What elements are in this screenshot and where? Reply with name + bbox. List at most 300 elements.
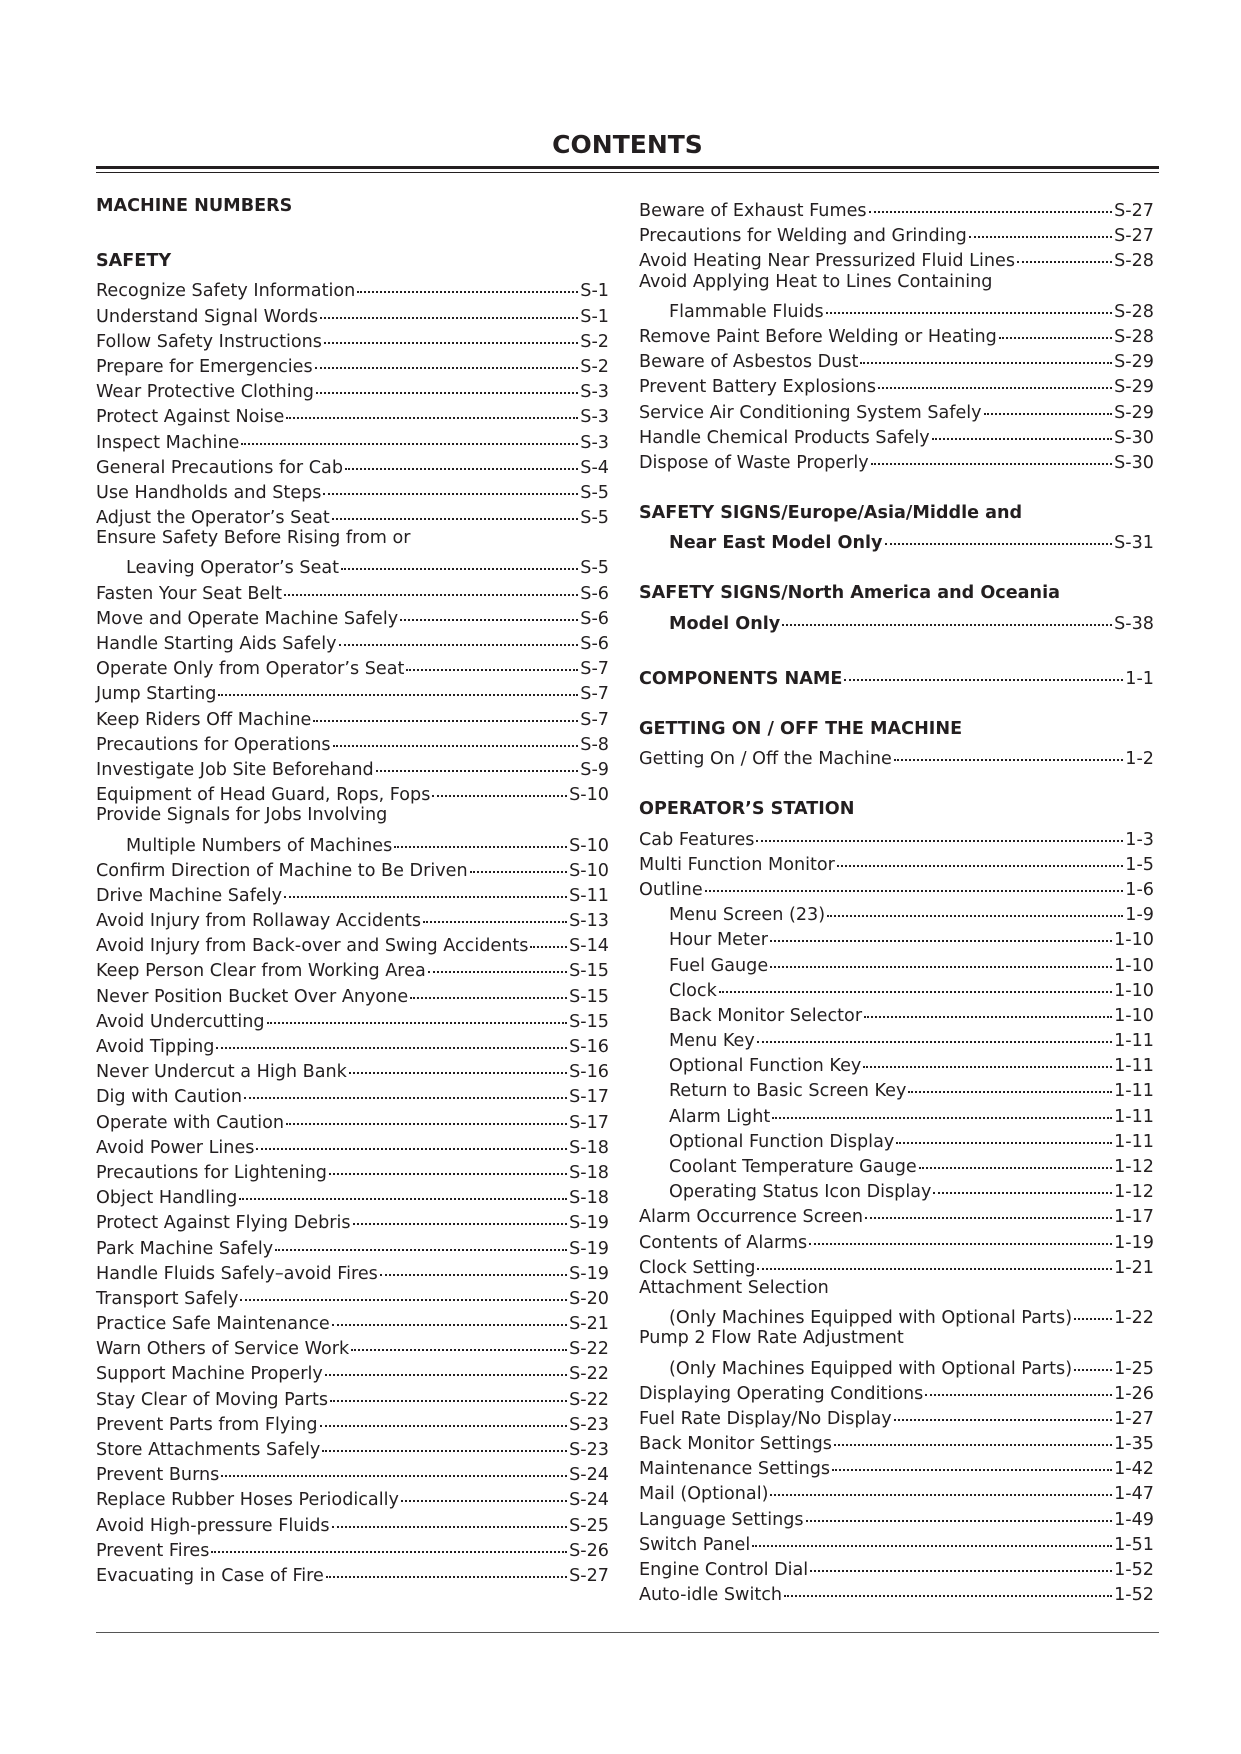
- toc-entry[interactable]: [639, 1301, 1154, 1329]
- toc-entry-title: Avoid High-pressure Fluids: [96, 1515, 330, 1536]
- toc-entry-title: Operate Only from Operator’s Seat: [96, 659, 405, 680]
- dot-leader: [837, 845, 1123, 867]
- dot-leader: [871, 443, 1112, 465]
- toc-entry-page: S-27: [569, 1565, 609, 1586]
- dot-leader: [332, 498, 578, 520]
- toc-entry-title: Recognize Safety Information: [96, 281, 356, 302]
- toc-entry-page: S-3: [580, 432, 609, 453]
- dot-leader: [719, 971, 1112, 993]
- toc-entry-title: Displaying Operating Conditions: [639, 1383, 924, 1404]
- toc-entry-title: Coolant Temperature Gauge: [669, 1157, 917, 1177]
- dot-leader: [394, 826, 567, 848]
- toc-entry-page: S-10: [569, 785, 609, 806]
- dot-leader: [244, 1077, 567, 1099]
- toc-entry-page: 1-47: [1114, 1484, 1154, 1505]
- toc-entry-title: Contents of Alarms: [639, 1232, 808, 1253]
- toc-entry-page: 1-22: [1114, 1308, 1154, 1329]
- dot-leader: [320, 1405, 568, 1427]
- toc-entry-page: S-18: [569, 1162, 609, 1183]
- toc-entry-title: Inspect Machine: [96, 432, 240, 453]
- toc-entry-page: 1-49: [1114, 1509, 1154, 1530]
- toc-entry-title: Store Attachments Safely: [96, 1440, 321, 1460]
- toc-entry-page: S-28: [1114, 326, 1154, 347]
- toc-entry-title: Menu Key: [669, 1031, 755, 1052]
- dot-leader: [809, 1223, 1112, 1245]
- dot-leader: [969, 216, 1112, 238]
- toc-entry-title: Never Position Bucket Over Anyone: [96, 986, 409, 1007]
- dot-leader: [330, 1380, 567, 1402]
- toc-entry-title: Mail (Optional): [639, 1484, 769, 1505]
- toc-entry-page: S-24: [569, 1465, 609, 1486]
- dot-leader: [216, 1027, 567, 1049]
- toc-entry-page: 1-12: [1114, 1182, 1154, 1203]
- toc-entry-title: Clock Setting: [639, 1257, 756, 1278]
- dot-leader: [894, 739, 1123, 761]
- toc-entry-page: S-15: [569, 1011, 609, 1032]
- toc-entry-title: Adjust the Operator’s Seat: [96, 508, 330, 529]
- dot-leader: [267, 1002, 568, 1024]
- dot-leader: [341, 548, 578, 570]
- dot-leader: [239, 1178, 567, 1200]
- toc-entry-title: Wear Protective Clothing: [96, 382, 314, 403]
- toc-entry-page: S-5: [580, 482, 609, 503]
- dot-leader: [772, 1097, 1112, 1119]
- toc-entry-components-name[interactable]: [639, 662, 1154, 687]
- toc-entry-page: S-6: [580, 608, 609, 629]
- toc-entry-page: S-7: [580, 684, 609, 705]
- toc-entry-title: Object Handling: [96, 1188, 238, 1209]
- dot-leader: [256, 1128, 567, 1150]
- dot-leader: [275, 1229, 567, 1251]
- toc-entry-page: S-22: [569, 1339, 609, 1360]
- dot-leader: [410, 977, 567, 999]
- toc-entry-page: S-25: [569, 1515, 609, 1536]
- dot-leader: [351, 1329, 567, 1351]
- dot-leader: [339, 624, 579, 646]
- toc-entry-title: Switch Panel: [639, 1534, 751, 1555]
- dot-leader: [784, 1575, 1112, 1597]
- toc-entry-page: S-20: [569, 1288, 609, 1309]
- toc-entry-page: S-26: [569, 1540, 609, 1561]
- title-rule: [96, 166, 1159, 169]
- toc-entry-title: Investigate Job Site Beforehand: [96, 759, 374, 780]
- toc-entry-title: Optional Function Key: [669, 1056, 862, 1077]
- toc-entry-title: Warn Others of Service Work: [96, 1339, 350, 1360]
- toc-entry-title: Beware of Asbestos Dust: [639, 352, 859, 373]
- toc-entry-page: S-21: [569, 1314, 609, 1335]
- dot-leader: [241, 423, 578, 445]
- toc-entry-title: Practice Safe Maintenance: [96, 1314, 330, 1335]
- toc-entry-page: S-30: [1114, 452, 1154, 473]
- toc-entry-title: Attachment Selection: [639, 1277, 829, 1298]
- dot-leader: [834, 1424, 1112, 1446]
- toc-entry-page: S-18: [569, 1188, 609, 1209]
- toc-entry-title: Equipment of Head Guard, Rops, Fops: [96, 785, 431, 806]
- dot-leader: [1017, 241, 1112, 263]
- toc-entry-page: S-19: [569, 1213, 609, 1234]
- toc-entry-title: Back Monitor Selector: [669, 1005, 863, 1026]
- toc-entry-title: Prevent Burns: [96, 1465, 220, 1486]
- dot-leader: [1074, 1298, 1112, 1320]
- toc-entry-page: S-14: [569, 936, 609, 957]
- section-heading-safety[interactable]: SAFETY: [96, 251, 172, 272]
- dot-leader: [925, 1374, 1112, 1396]
- toc-entry-title: Confirm Direction of Machine to Be Driven: [96, 860, 468, 881]
- toc-entry-page: S-29: [1114, 352, 1154, 373]
- dot-leader: [470, 851, 567, 873]
- dot-leader: [984, 393, 1113, 415]
- toc-entry-title: Stay Clear of Moving Parts: [96, 1389, 329, 1410]
- toc-entry-page: S-29: [1114, 402, 1154, 423]
- toc-entry-page: 1-11: [1114, 1081, 1154, 1102]
- toc-entry-title: Precautions for Operations: [96, 734, 331, 755]
- toc-entry-title: Keep Person Clear from Working Area: [96, 961, 426, 982]
- toc-entry-page: 1-51: [1114, 1534, 1154, 1555]
- toc-entry-title: Avoid Undercutting: [96, 1011, 265, 1032]
- dot-leader: [756, 820, 1123, 842]
- toc-entry-title: Operating Status Icon Display: [669, 1182, 932, 1203]
- toc-entry-page: S-17: [569, 1087, 609, 1108]
- toc-entry-safety-signs-north-america[interactable]: [639, 607, 1154, 632]
- toc-entry-title: Optional Function Display: [669, 1131, 895, 1152]
- toc-entry-page: S-19: [569, 1238, 609, 1259]
- toc-entry-page: S-6: [580, 634, 609, 654]
- toc-entry-title: Hour Meter: [669, 930, 768, 951]
- section-heading-safety-signs-north-america[interactable]: SAFETY SIGNS/North America and Oceania: [639, 583, 1060, 604]
- dot-leader: [806, 1500, 1112, 1522]
- toc-entry-title: Protect Against Flying Debris: [96, 1213, 351, 1234]
- dot-leader: [329, 1153, 567, 1175]
- dot-leader: [406, 649, 578, 671]
- toc-entry-title: Clock: [669, 980, 717, 1001]
- dot-leader: [357, 271, 578, 293]
- dot-leader: [333, 725, 579, 747]
- toc-entry-title: Fuel Gauge: [669, 955, 769, 976]
- dot-leader: [284, 876, 567, 898]
- toc-entry-page: S-15: [569, 986, 609, 1007]
- toc-entry-page: S-29: [1114, 377, 1154, 398]
- toc-entry-title: Follow Safety Instructions: [96, 331, 322, 352]
- toc-entry-page: 1-2: [1125, 749, 1154, 770]
- toc-entry-page: 1-9: [1125, 905, 1154, 926]
- toc-entry-title: Drive Machine Safely: [96, 885, 283, 906]
- toc-entry-page: 1-5: [1125, 854, 1154, 875]
- dot-leader: [908, 1071, 1112, 1093]
- toc-entry-title: Handle Chemical Products Safely: [639, 427, 930, 448]
- operators-station-entries: [639, 823, 1154, 1604]
- toc-entry-page: S-38: [1114, 613, 1154, 634]
- toc-entry-title: Ensure Safety Before Rising from or: [96, 528, 411, 549]
- toc-entry-page: S-5: [580, 508, 609, 529]
- toc-entry-title: Avoid Applying Heat to Lines Containing: [639, 271, 993, 292]
- dot-leader: [705, 870, 1124, 892]
- toc-entry-title: Precautions for Welding and Grinding: [639, 226, 967, 247]
- dot-leader: [432, 775, 567, 797]
- toc-entry-page: 1-1: [1125, 668, 1154, 689]
- toc-entry-page: 1-10: [1114, 930, 1154, 951]
- toc-entry-title: Service Air Conditioning System Safely: [639, 402, 982, 423]
- toc-entry-title: Never Undercut a High Bank: [96, 1062, 347, 1083]
- toc-entry-title: Alarm Occurrence Screen: [639, 1207, 864, 1228]
- toc-entry-page: 1-3: [1125, 829, 1154, 850]
- dot-leader: [324, 322, 578, 344]
- toc-entry-page: S-27: [1114, 226, 1154, 247]
- dot-leader: [286, 397, 578, 419]
- toc-entry-page: S-16: [569, 1062, 609, 1083]
- toc-entry-safety-signs-europe[interactable]: [639, 526, 1154, 554]
- section-heading-machine-numbers[interactable]: MACHINE NUMBERS: [96, 196, 293, 216]
- dot-leader: [827, 895, 1123, 917]
- section-heading-operators-station[interactable]: OPERATOR’S STATION: [639, 799, 855, 820]
- toc-entry-page: S-10: [569, 860, 609, 881]
- toc-entry-page: 1-10: [1114, 1005, 1154, 1026]
- toc-entry-title: Handle Fluids Safely–avoid Fires: [96, 1263, 378, 1284]
- dot-leader: [401, 1480, 567, 1502]
- dot-leader: [933, 1172, 1112, 1194]
- dot-leader: [323, 473, 578, 495]
- toc-entry-title: Engine Control Dial: [639, 1560, 809, 1580]
- toc-entry-page: 1-35: [1114, 1434, 1154, 1455]
- dot-leader: [320, 297, 578, 319]
- dot-leader: [240, 1279, 567, 1301]
- title-rule-thin: [96, 172, 1159, 173]
- toc-entry-page: S-2: [580, 331, 609, 352]
- safety-entries-continued: [639, 194, 1154, 471]
- toc-entry-title: Protect Against Noise: [96, 407, 285, 428]
- toc-entry-page: 1-27: [1114, 1408, 1154, 1429]
- toc-entry-title: (Only Machines Equipped with Optional Parts): [669, 1358, 1073, 1379]
- section-heading-safety-signs-europe[interactable]: SAFETY SIGNS/Europe/Asia/Middle and: [639, 503, 1023, 524]
- toc-entry-title: Dig with Caution: [96, 1087, 243, 1108]
- toc-entry-page: 1-52: [1114, 1585, 1154, 1606]
- toc-entry-page: 1-6: [1125, 879, 1154, 900]
- toc-entry-page: S-10: [569, 835, 609, 856]
- toc-entry-title: Near East Model Only: [669, 533, 883, 554]
- dot-leader: [316, 372, 578, 394]
- toc-entry-title: Language Settings: [639, 1509, 804, 1530]
- toc-entry-title: Flammable Fluids: [669, 301, 824, 322]
- toc-entry-page: S-27: [1114, 201, 1154, 221]
- safety-entries: [96, 274, 609, 1584]
- toc-entry-page: 1-19: [1114, 1232, 1154, 1253]
- toc-entry-title: Avoid Tipping: [96, 1037, 215, 1057]
- toc-entry-title: Fuel Rate Display/No Display: [639, 1408, 892, 1429]
- toc-entry-page: 1-25: [1114, 1358, 1154, 1379]
- dot-leader: [221, 1455, 567, 1477]
- toc-entry-title: Avoid Heating Near Pressurized Fluid Lines: [639, 251, 1015, 272]
- toc-entry-title: Understand Signal Words: [96, 306, 319, 327]
- toc-entry-title: Jump Starting: [96, 684, 217, 705]
- toc-entry-title: Menu Screen (23): [669, 905, 826, 926]
- toc-entry-title: Alarm Light: [669, 1106, 771, 1127]
- dot-leader: [869, 191, 1113, 213]
- toc-entry-title: Auto-idle Switch: [639, 1585, 783, 1606]
- dot-leader: [757, 1021, 1112, 1043]
- toc-entry-title: Cab Features: [639, 829, 755, 850]
- toc-entry-page: S-9: [580, 759, 609, 780]
- right-column: [639, 194, 1154, 1606]
- toc-entry-page: S-22: [569, 1364, 609, 1385]
- dot-leader: [919, 1147, 1112, 1169]
- toc-entry-title: Transport Safely: [96, 1288, 239, 1309]
- toc-entry-title: Model Only: [669, 613, 781, 634]
- toc-entry-page: S-17: [569, 1112, 609, 1133]
- dot-leader: [284, 574, 578, 596]
- dot-leader: [863, 1046, 1112, 1068]
- left-column: [96, 194, 609, 1584]
- dot-leader: [376, 750, 579, 772]
- dot-leader: [844, 659, 1123, 681]
- dot-leader: [770, 920, 1112, 942]
- toc-entry-page: S-23: [569, 1440, 609, 1460]
- toc-entry-title: Prepare for Emergencies: [96, 356, 313, 377]
- toc-entry-title: Move and Operate Machine Safely: [96, 608, 399, 629]
- dot-leader: [932, 418, 1112, 440]
- toc-entry-page: S-3: [580, 382, 609, 403]
- toc-entry-page: S-5: [580, 558, 609, 579]
- dot-leader: [530, 926, 567, 948]
- page-title: CONTENTS: [552, 130, 703, 159]
- toc-entry-page: S-4: [580, 457, 609, 478]
- dot-leader: [428, 951, 567, 973]
- dot-leader: [423, 901, 567, 923]
- toc-entry-page: S-7: [580, 709, 609, 730]
- toc-entry-page: S-8: [580, 734, 609, 755]
- toc-entry-page: S-30: [1114, 427, 1154, 448]
- toc-entry-title: Multi Function Monitor: [639, 854, 835, 875]
- dot-leader: [286, 1103, 567, 1125]
- toc-entry-page: S-23: [569, 1414, 609, 1435]
- dot-leader: [326, 1556, 567, 1578]
- toc-entry-title: Getting On / Off the Machine: [639, 749, 892, 770]
- dot-leader: [332, 1506, 568, 1528]
- toc-entry-page: S-11: [569, 885, 609, 906]
- dot-leader: [896, 1122, 1112, 1144]
- toc-entry-title: Park Machine Safely: [96, 1238, 274, 1259]
- dot-leader: [353, 1203, 568, 1225]
- toc-entry-title: Avoid Injury from Back-over and Swing Accidents: [96, 936, 529, 957]
- dot-leader: [332, 1304, 567, 1326]
- toc-entry-page: 1-26: [1114, 1383, 1154, 1404]
- dot-leader: [770, 946, 1112, 968]
- toc-entry-page: 1-17: [1114, 1207, 1154, 1228]
- dot-leader: [894, 1399, 1112, 1421]
- footer-rule: [96, 1632, 1159, 1633]
- toc-entry-title: Prevent Battery Explosions: [639, 377, 877, 398]
- toc-entry-title: Return to Basic Screen Key: [669, 1081, 907, 1102]
- toc-entry-title: Dispose of Waste Properly: [639, 452, 869, 473]
- dot-leader: [878, 367, 1112, 389]
- dot-leader: [380, 1254, 567, 1276]
- dot-leader: [752, 1525, 1112, 1547]
- toc-entry-title: (Only Machines Equipped with Optional Parts): [669, 1308, 1073, 1329]
- dot-leader: [349, 1052, 567, 1074]
- toc-entry-title: Maintenance Settings: [639, 1459, 831, 1480]
- toc-entry-page: 1-11: [1114, 1131, 1154, 1152]
- toc-entry-title: Beware of Exhaust Fumes: [639, 201, 867, 221]
- toc-entry-page: 1-21: [1114, 1257, 1154, 1278]
- dot-leader: [865, 1197, 1112, 1219]
- dot-leader: [400, 599, 578, 621]
- dot-leader: [864, 996, 1112, 1018]
- toc-entry-page: S-6: [580, 583, 609, 604]
- dot-leader: [826, 292, 1112, 314]
- dot-leader: [218, 674, 578, 696]
- toc-entry-title: Evacuating in Case of Fire: [96, 1565, 324, 1586]
- toc-entry-page: 1-11: [1114, 1031, 1154, 1052]
- toc-entry-title: COMPONENTS NAME: [639, 668, 843, 689]
- toc-entry-title: Replace Rubber Hoses Periodically: [96, 1490, 399, 1511]
- toc-entry-title: General Precautions for Cab: [96, 457, 343, 478]
- toc-entry-page: S-19: [569, 1263, 609, 1284]
- toc-entry-title: Fasten Your Seat Belt: [96, 583, 283, 604]
- toc-entry-page: S-18: [569, 1137, 609, 1158]
- toc-entry-page: S-7: [580, 659, 609, 680]
- toc-entry-page: S-22: [569, 1389, 609, 1410]
- dot-leader: [860, 342, 1112, 364]
- toc-entry-page: S-31: [1114, 533, 1154, 554]
- toc-entry-page: S-24: [569, 1490, 609, 1511]
- toc-entry-page: 1-12: [1114, 1157, 1154, 1177]
- toc-entry-page: S-28: [1114, 301, 1154, 322]
- dot-leader: [810, 1550, 1112, 1572]
- toc-entry-page: 1-11: [1114, 1106, 1154, 1127]
- toc-entry-title: Prevent Parts from Flying: [96, 1414, 318, 1435]
- toc-entry-title: Keep Riders Off Machine: [96, 709, 312, 730]
- dot-leader: [832, 1449, 1112, 1471]
- dot-leader: [1074, 1349, 1112, 1371]
- dot-leader: [345, 448, 578, 470]
- dot-leader: [315, 347, 579, 369]
- toc-entry-title: Pump 2 Flow Rate Adjustment: [639, 1328, 904, 1349]
- dot-leader: [313, 700, 578, 722]
- toc-entry-title: Prevent Fires: [96, 1540, 210, 1561]
- section-heading-getting-on-off[interactable]: GETTING ON / OFF THE MACHINE: [639, 719, 963, 739]
- dot-leader: [999, 317, 1112, 339]
- toc-entry-title: Back Monitor Settings: [639, 1434, 832, 1455]
- toc-entry-page: S-3: [580, 407, 609, 428]
- dot-leader: [770, 1474, 1112, 1496]
- toc-entry-title: Avoid Power Lines: [96, 1137, 255, 1158]
- toc-entry-title: Outline: [639, 879, 703, 900]
- toc-entry-title: Handle Starting Aids Safely: [96, 634, 337, 654]
- dot-leader: [757, 1248, 1112, 1270]
- toc-entry-title: Leaving Operator’s Seat: [126, 558, 340, 579]
- toc-entry-page: 1-42: [1114, 1459, 1154, 1480]
- toc-entry-page: S-16: [569, 1037, 609, 1057]
- toc-entry-title: Precautions for Lightening: [96, 1162, 327, 1183]
- toc-entry-page: S-13: [569, 911, 609, 932]
- toc-entry-title: Remove Paint Before Welding or Heating: [639, 326, 997, 347]
- dot-leader: [885, 523, 1113, 545]
- toc-entry-page: 1-10: [1114, 980, 1154, 1001]
- toc-entry-title: Operate with Caution: [96, 1112, 285, 1133]
- dot-leader: [322, 1430, 567, 1452]
- toc-entry-page: S-28: [1114, 251, 1154, 272]
- toc-entry-page: S-1: [580, 306, 609, 327]
- toc-entry-page: 1-11: [1114, 1056, 1154, 1077]
- dot-leader: [211, 1531, 567, 1553]
- toc-entry-getting-on-off[interactable]: [639, 742, 1154, 770]
- toc-entry-page: S-1: [580, 281, 609, 302]
- toc-entry-title: Avoid Injury from Rollaway Accidents: [96, 911, 422, 932]
- dot-leader: [325, 1354, 567, 1376]
- toc-entry-title: Multiple Numbers of Machines: [126, 835, 393, 856]
- toc-entry-title: Support Machine Properly: [96, 1364, 323, 1385]
- dot-leader: [782, 604, 1112, 626]
- toc-entry-title: Use Handholds and Steps: [96, 482, 322, 503]
- toc-entry-page: 1-10: [1114, 955, 1154, 976]
